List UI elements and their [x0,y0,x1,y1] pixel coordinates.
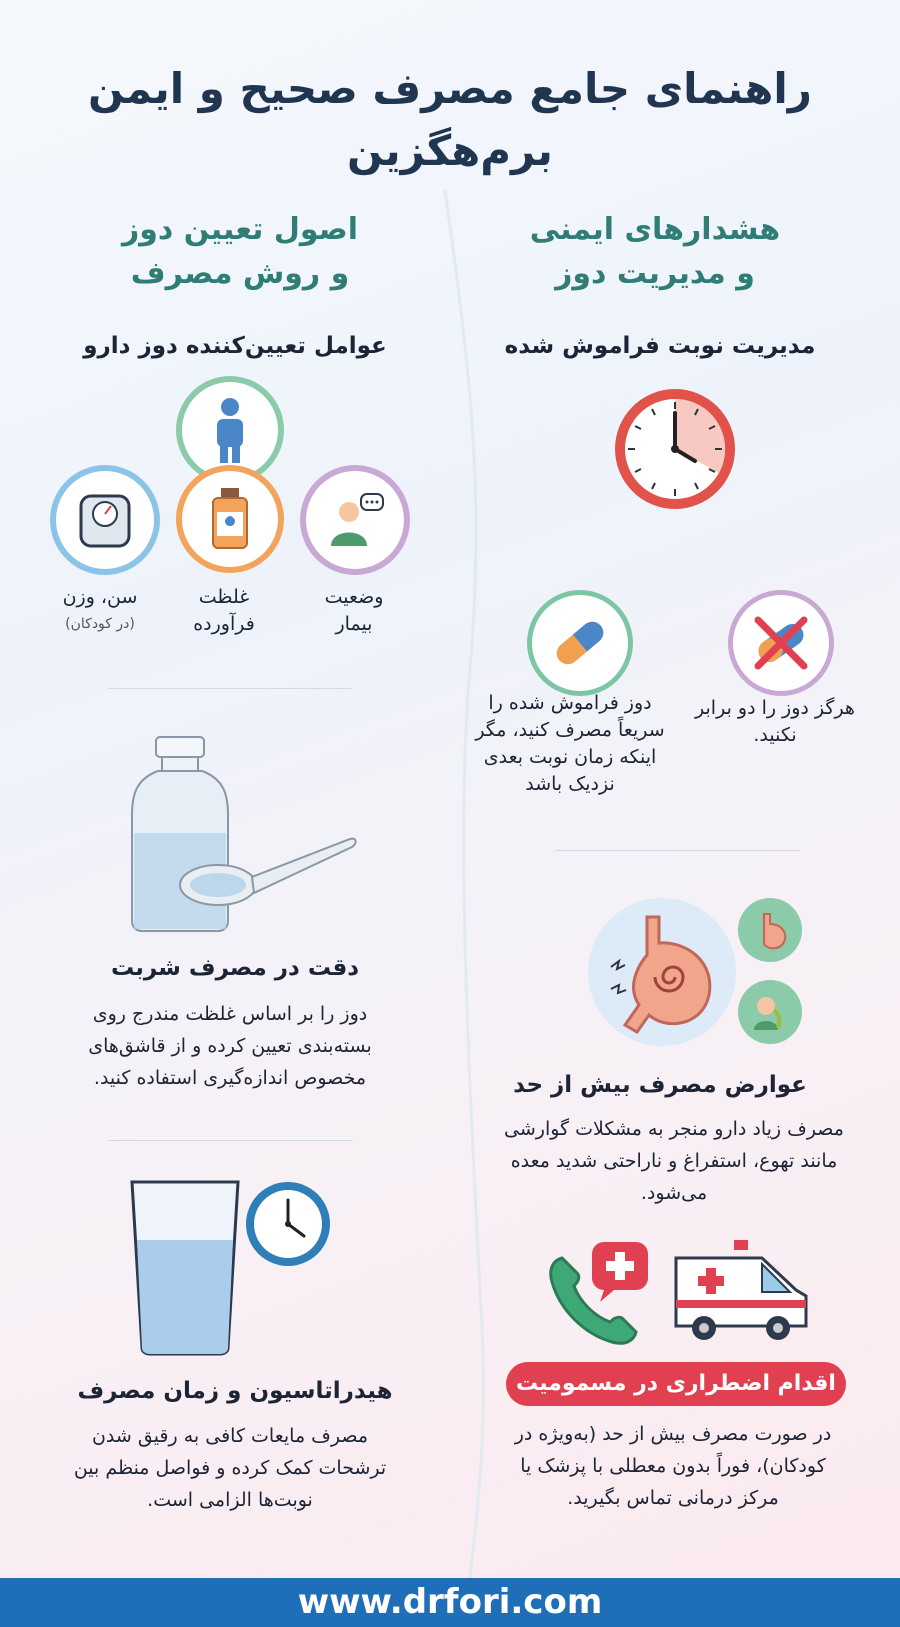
page-title-line2: برم‌هگزین [347,126,553,175]
left-heading-line1: اصول تعیین دوز [121,212,358,247]
factor-age-weight [40,584,160,638]
syrup-bottle-icon [128,735,358,935]
factor-patient [294,584,414,638]
no-double-dose-icon [728,590,834,696]
clock-icon [611,385,739,513]
medicine-bottle-icon [176,465,284,573]
ambulance-icon [670,1240,812,1344]
factor-concentration-line2: فرآورده [193,613,255,635]
phone-icon [540,1238,660,1358]
hydration-title: هیدراتاسیون و زمان مصرف [77,1378,393,1404]
nausea-icon [738,980,802,1044]
section-rule [555,850,800,851]
emergency-title: اقدام اضطراری در مسمومیت [506,1362,846,1406]
footer-url[interactable]: www.drfori.com [0,1578,900,1627]
factor-age-weight-label: سن، وزن [62,586,138,608]
page-title-line1: راهنمای جامع مصرف صحیح و ایمن [88,64,812,113]
water-glass-icon [128,1178,338,1358]
factor-concentration [164,584,284,638]
stomach-icon [588,898,736,1046]
factor-patient-line2: بیمار [335,613,373,635]
factor-patient-line1: وضعیت [324,586,384,608]
factor-concentration-line1: غلظت [198,586,250,608]
syrup-title: دقت در مصرف شربت [110,955,360,981]
overdose-title: عوارض مصرف بیش از حد [513,1072,807,1098]
syrup-text: دوز را بر اساس غلظت مندرج روی بسته‌بندی تعیین کرده و از قاشق‌های مخصوص اندازه‌گیری استفاده کنید. [88,1003,372,1089]
missed-dose-title: مدیریت نوبت فراموش شده [504,333,816,359]
right-heading-line2: و مدیریت دوز [555,256,755,291]
tip-take-missed-dose: دوز فراموش شده را سریعاً مصرف کنید، مگر اینکه زمان نوبت بعدی نزدیک باشد [475,692,665,795]
left-column-heading [80,208,400,296]
factor-age-weight-note: (در کودکان) [65,616,135,632]
emergency-text: در صورت مصرف بیش از حد (به‌ویژه در کودکان)، فوراً بدون معطلی با پزشک یا مرکز درمانی تماس بگیرید. [514,1423,832,1509]
stomach-ache-icon [738,898,802,962]
dose-factors-title: عوامل تعیین‌کننده دوز دارو [83,333,387,359]
pill-icon [527,590,633,696]
section-rule [108,688,353,689]
section-rule [108,1140,353,1141]
right-heading-line1: هشدارهای ایمنی [529,212,781,247]
tip-no-double-dose: هرگز دوز را دو برابر نکنید. [695,697,855,746]
page-title [0,58,900,182]
patient-icon [300,465,410,575]
overdose-text: مصرف زیاد دارو منجر به مشکلات گوارشی مانند تهوع، استفراغ و ناراحتی شدید معده می‌شود. [504,1118,844,1204]
hydration-text: مصرف مایعات کافی به رقیق شدن ترشحات کمک کرده و فواصل منظم بین نوبت‌ها الزامی است. [73,1425,387,1511]
right-column-heading [495,208,815,296]
scale-icon [50,465,160,575]
left-heading-line2: و روش مصرف [130,256,350,291]
